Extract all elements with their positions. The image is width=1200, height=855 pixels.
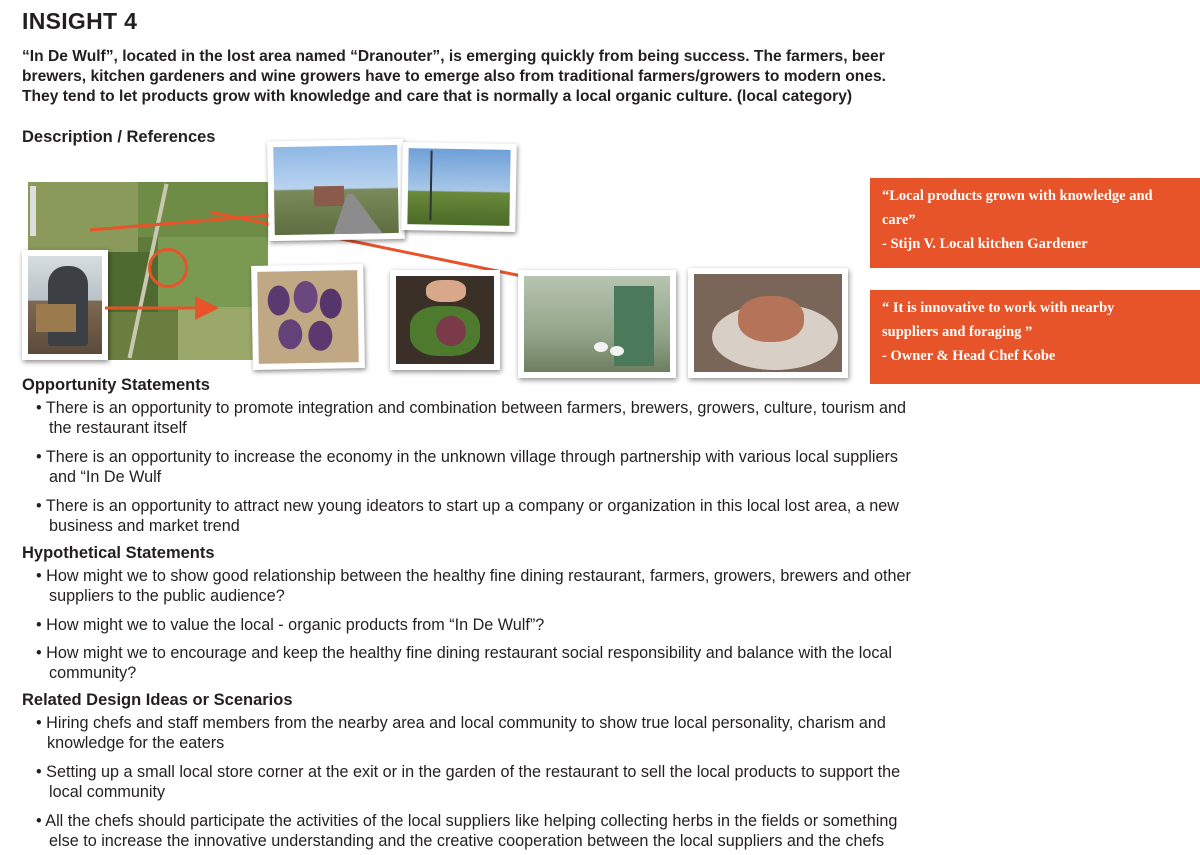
quote-line: suppliers and foraging ” [882,324,1033,340]
ideas-heading: Related Design Ideas or Scenarios [22,691,293,709]
quote-box-chef [870,290,1200,384]
opportunity-heading: Opportunity Statements [22,376,210,394]
page-title: INSIGHT 4 [22,8,138,34]
quote-author: - Stijn V. Local kitchen Gardener [882,236,1088,252]
quote-line: care” [882,212,916,228]
list-item: • How might we to show good relationship between the healthy fine dining restaurant, farmers, growers, brewers and other suppliers to the public audience? [36,567,911,605]
hypothetical-heading: Hypothetical Statements [22,544,215,562]
roasted-dish-photo [688,268,848,378]
list-item: • How might we to value the local - organic products from “In De Wulf”? [36,616,545,634]
list-item: • There is an opportunity to increase the economy in the unknown village through partnership with various local suppliers and “In De Wulf [36,448,898,486]
quote-author: - Owner & Head Chef Kobe [882,348,1056,364]
garden-doves-photo [518,270,676,378]
list-item: • All the chefs should participate the activities of the local suppliers like helping collecting herbs in the fields or something else to increase the innovative understanding and the creative cooperation between the local suppliers and the chefs [36,812,898,850]
intro-line: brewers, kitchen gardeners and wine growers have to emerge also from traditional farmers/growers to modern ones. [22,68,886,85]
intro-line: They tend to let products grow with knowledge and care that is normally a local organic culture. (local category) [22,88,853,105]
quote-line: “Local products grown with knowledge and [882,188,1153,204]
quote-line: “ It is innovative to work with nearby [882,300,1115,316]
herbs-in-hands-photo [390,270,500,370]
country-road-photo [267,139,405,241]
intro-line: “In De Wulf”, located in the lost area named “Dranouter”, is emerging quickly from being success. The farmers, beer [22,48,885,65]
list-item: • There is an opportunity to promote integration and combination between farmers, brewers, growers, culture, tourism and the restaurant itself [36,399,907,437]
quote-box-gardener [870,178,1200,268]
list-item: • How might we to encourage and keep the healthy fine dining restaurant social responsibility and balance with the local community? [36,644,893,682]
description-heading: Description / References [22,128,216,146]
intro-paragraph [22,47,1042,107]
field-powerline-photo [401,142,517,232]
list-item: • There is an opportunity to attract new young ideators to start up a company or organization in this local lost area, a new business and market trend [36,497,899,535]
list-item: • Setting up a small local store corner at the exit or in the garden of the restaurant to sell the local products to support the local community [36,763,901,801]
eggplant-crate-photo [251,264,365,370]
list-item: • Hiring chefs and staff members from the nearby area and local community to show true local personality, charism and knowledge for the eaters [36,714,886,752]
